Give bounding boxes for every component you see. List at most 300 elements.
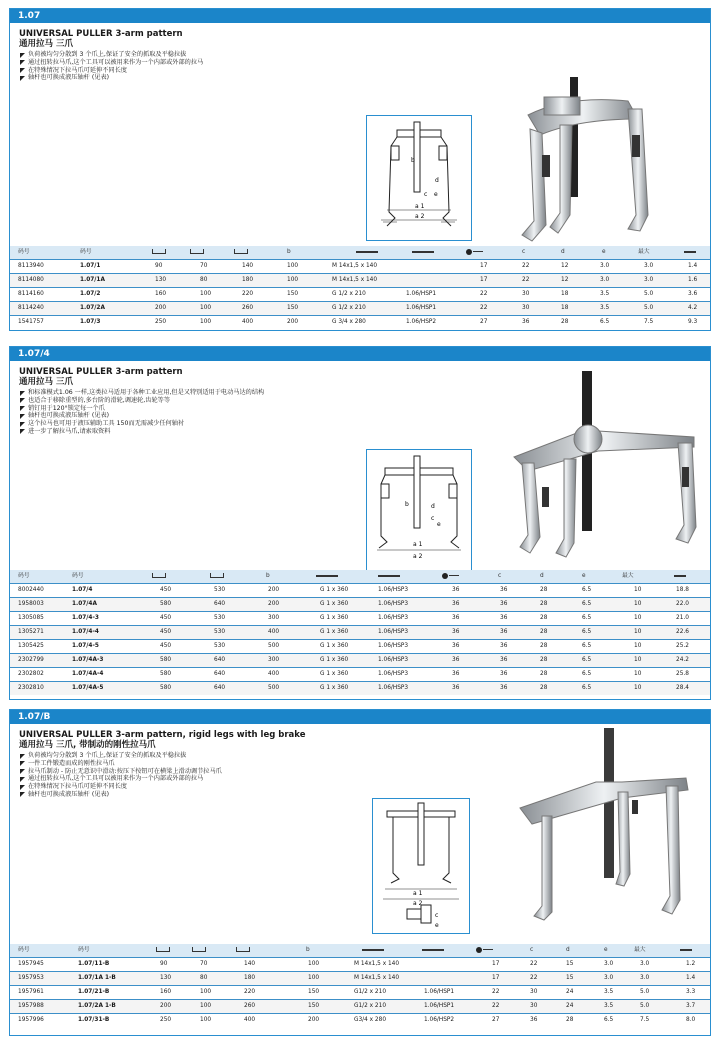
table-cell: 400 [242, 319, 254, 325]
table-cell: 6.5 [600, 319, 610, 325]
label-a2: a 2 [413, 900, 423, 907]
table-cell: 1.07/4-4 [72, 629, 99, 635]
weight-icon [684, 251, 696, 253]
table-cell: 160 [155, 291, 167, 297]
table-cell: 1.06/HSP3 [378, 685, 409, 691]
product-photo [488, 75, 700, 247]
table-cell: 1.4 [686, 975, 696, 981]
table-cell: 17 [480, 263, 488, 269]
table-row [10, 681, 710, 695]
table-cell: 530 [214, 643, 226, 649]
table-cell: 640 [214, 657, 226, 663]
label-a1: a 1 [413, 890, 423, 897]
table-cell: 5.0 [644, 291, 654, 297]
table-cell: 260 [244, 1003, 256, 1009]
dimension-diagram [372, 798, 470, 934]
header-e: e [604, 947, 608, 953]
table-cell: 1.07/4 [72, 587, 93, 593]
table-cell: 1.06/HSP1 [424, 989, 455, 995]
table-cell: 1.07/2A [80, 305, 105, 311]
hydraulic-spindle-icon [378, 575, 400, 577]
table-cell: 10 [634, 671, 642, 677]
header-a1 [192, 944, 206, 957]
table-cell: 36 [500, 601, 508, 607]
table-row [10, 259, 710, 273]
table-cell: 10 [634, 615, 642, 621]
header-weight [680, 944, 692, 957]
header-a1 [190, 246, 204, 259]
table-cell: 8114160 [18, 291, 44, 297]
table-cell: G 1 x 360 [320, 587, 349, 593]
knob-icon [476, 947, 482, 953]
header-d: d [561, 249, 565, 255]
table-cell: 100 [200, 305, 212, 311]
table-cell: 36 [452, 587, 460, 593]
feature-item: 拉马爪制动 - 防止无意识中滑动:按压下按钮可在横梁上滑动调节拉马爪 [19, 768, 222, 776]
table-cell: 30 [522, 291, 530, 297]
table-cell: G 1 x 360 [320, 643, 349, 649]
label-c: c [435, 912, 439, 919]
table-cell: 1957945 [18, 961, 44, 967]
label-b: b [411, 157, 415, 164]
dimension-a2-icon [236, 947, 250, 952]
table-cell: 3.0 [640, 961, 650, 967]
table-cell: 100 [200, 319, 212, 325]
header-hsp [422, 944, 444, 957]
table-cell: 1305085 [18, 615, 44, 621]
table-cell: 18.8 [676, 587, 689, 593]
table-cell: 100 [200, 291, 212, 297]
table-cell: 6.5 [582, 587, 592, 593]
table-cell: 200 [155, 305, 167, 311]
header-weight [674, 570, 686, 583]
header-max: 最大 [634, 947, 646, 953]
header-d: d [540, 573, 544, 579]
table-cell: 28 [540, 685, 548, 691]
feature-list [19, 51, 203, 82]
puller-diagram-svg [367, 450, 471, 572]
puller-photo-svg [488, 75, 700, 247]
table-body [10, 583, 710, 695]
table-cell: 1305271 [18, 629, 44, 635]
dimension-a-icon [152, 249, 166, 254]
table-cell: 36 [522, 319, 530, 325]
feature-item: 轴杆也可换成液压轴杆 (见表) [19, 74, 203, 82]
table-cell: 150 [287, 291, 299, 297]
table-cell: 1.06/HSP1 [406, 305, 437, 311]
table-cell: 36 [452, 629, 460, 635]
table-cell: 1.06/HSP3 [378, 657, 409, 663]
puller-photo-svg [516, 724, 710, 924]
title-cn: 通用拉马 三爪 [19, 39, 73, 49]
table-cell: 100 [200, 1003, 212, 1009]
table-cell: 640 [214, 601, 226, 607]
table-row [10, 999, 710, 1013]
feature-item: 销钉用于120°锁定每一个爪 [19, 405, 264, 413]
table-cell: 1.07/2A 1-B [78, 1003, 116, 1009]
table-cell: 1305425 [18, 643, 44, 649]
table-cell: 17 [492, 961, 500, 967]
table-cell: 25.2 [676, 643, 689, 649]
table-cell: 3.5 [604, 1003, 614, 1009]
table-cell: 1.07/1A 1-B [78, 975, 116, 981]
table-cell: G 1/2 x 210 [332, 305, 366, 311]
table-cell: 1.06/HSP1 [424, 1003, 455, 1009]
puller-photo-svg [508, 367, 704, 563]
header-code: 码号 [18, 573, 30, 579]
header-model: 码号 [80, 249, 92, 255]
table-cell: 500 [268, 643, 280, 649]
product-photo [516, 724, 710, 924]
table-cell: 90 [160, 961, 168, 967]
header-knob [442, 570, 459, 583]
feature-item: 一件工件锻造而成的刚性拉马爪 [19, 760, 222, 768]
header-model: 码号 [78, 947, 90, 953]
table-cell: 580 [160, 657, 172, 663]
table-cell: 17 [492, 975, 500, 981]
label-e: e [437, 521, 441, 528]
dimension-a2-icon [210, 573, 224, 578]
table-cell: 15 [566, 975, 574, 981]
table-cell: 30 [522, 305, 530, 311]
table-cell: 3.0 [600, 263, 610, 269]
label-d: d [431, 503, 435, 510]
dimension-a-icon [156, 947, 170, 952]
table-cell: 1541757 [18, 319, 44, 325]
table-cell: 28 [540, 587, 548, 593]
table-cell: 1.07/4A-5 [72, 685, 104, 691]
table-cell: 8.0 [686, 1017, 696, 1023]
table-cell: 580 [160, 601, 172, 607]
table-cell: 36 [452, 601, 460, 607]
table-cell: 6.5 [582, 615, 592, 621]
table-cell: 22.6 [676, 629, 689, 635]
label-a2: a 2 [413, 553, 423, 560]
header-weight [684, 246, 696, 259]
table-row [10, 611, 710, 625]
table-cell: 400 [268, 671, 280, 677]
hydraulic-spindle-icon [422, 949, 444, 951]
table-cell: 140 [242, 263, 254, 269]
product-heading [19, 367, 183, 387]
label-a1: a 1 [413, 541, 423, 548]
table-cell: 1.07/1 [80, 263, 101, 269]
table-cell: 6.5 [582, 657, 592, 663]
feature-item: 负荷被均匀分散到 3 个爪上,保证了安全的抓取及平稳拉拔 [19, 752, 222, 760]
label-a2: a 2 [415, 213, 425, 220]
table-cell: 100 [308, 975, 320, 981]
dimension-a2-icon [234, 249, 248, 254]
table-cell: 640 [214, 685, 226, 691]
table-cell: 450 [160, 587, 172, 593]
table-cell: 100 [287, 263, 299, 269]
label-e: e [434, 191, 438, 198]
feature-item: 轴杆也可换成液压轴杆 (见表) [19, 791, 222, 799]
table-cell: 200 [268, 587, 280, 593]
table-cell: G1/2 x 210 [354, 989, 387, 995]
table-cell: G 1/2 x 210 [332, 291, 366, 297]
header-code: 码号 [18, 249, 30, 255]
table-cell: 2302802 [18, 671, 44, 677]
table-cell: 200 [308, 1017, 320, 1023]
table-cell: 1957961 [18, 989, 44, 995]
table-cell: 1.07/4-5 [72, 643, 99, 649]
table-cell: 1.4 [688, 263, 698, 269]
table-cell: 450 [160, 643, 172, 649]
table-row [10, 971, 710, 985]
table-cell: 2302799 [18, 657, 44, 663]
header-knob [466, 246, 483, 259]
header-knob [476, 944, 493, 957]
table-cell: 25.8 [676, 671, 689, 677]
table-cell: 260 [242, 305, 254, 311]
table-cell: 1.2 [686, 961, 696, 967]
table-cell: 70 [200, 263, 208, 269]
feature-item: 也适合于移除重型的,多台阶的滑轮,调速轮,齿轮等等 [19, 397, 264, 405]
table-cell: 24 [566, 989, 574, 995]
table-cell: 6.5 [582, 671, 592, 677]
table-cell: 3.0 [600, 277, 610, 283]
table-cell: G 1 x 360 [320, 601, 349, 607]
table-cell: 10 [634, 601, 642, 607]
table-cell: 22 [492, 1003, 500, 1009]
table-cell: 28 [540, 643, 548, 649]
table-cell: G 1 x 360 [320, 629, 349, 635]
table-cell: 36 [500, 615, 508, 621]
table-cell: G3/4 x 280 [354, 1017, 387, 1023]
table-cell: 17 [480, 277, 488, 283]
table-cell: 36 [500, 671, 508, 677]
table-cell: 150 [308, 1003, 320, 1009]
header-e: e [602, 249, 606, 255]
table-cell: 1.6 [688, 277, 698, 283]
table-cell: 1.06/HSP1 [406, 291, 437, 297]
header-hsp [378, 570, 400, 583]
table-cell: 22 [530, 961, 538, 967]
table-cell: M 14x1,5 x 140 [354, 961, 400, 967]
table-header [10, 570, 710, 583]
header-code: 码号 [18, 947, 30, 953]
header-a2 [210, 570, 224, 583]
table-cell: 28 [540, 601, 548, 607]
table-cell: 400 [268, 629, 280, 635]
feature-item: 通过扭转拉马爪,这个工具可以被用来作为一个内部或外部的拉马 [19, 59, 203, 67]
header-b: b [266, 573, 270, 579]
table-cell: 10 [634, 587, 642, 593]
table-cell: 450 [160, 615, 172, 621]
table-cell: 8113940 [18, 263, 44, 269]
table-cell: 3.0 [644, 263, 654, 269]
table-cell: 3.0 [640, 975, 650, 981]
header-a [152, 246, 166, 259]
section-tag: 1.07/B [10, 710, 710, 724]
header-thread [356, 246, 378, 259]
table-cell: 1.06/HSP3 [378, 643, 409, 649]
table-cell: 150 [308, 989, 320, 995]
table-row [10, 315, 710, 329]
header-a1 [152, 570, 166, 583]
table-header [10, 246, 710, 259]
puller-diagram-svg [367, 116, 471, 240]
table-cell: 1.07/21-B [78, 989, 110, 995]
header-max: 最大 [622, 573, 634, 579]
title-cn: 通用拉马 三爪, 带制动的刚性拉马爪 [19, 740, 156, 750]
table-cell: 12 [561, 277, 569, 283]
title-cn: 通用拉马 三爪 [19, 377, 73, 387]
table-cell: M 14x1,5 x 140 [354, 975, 400, 981]
header-a2 [234, 246, 248, 259]
table-cell: 6.5 [604, 1017, 614, 1023]
table-cell: 36 [500, 643, 508, 649]
table-cell: 22 [530, 975, 538, 981]
title-en: UNIVERSAL PULLER 3-arm pattern [19, 29, 183, 39]
table-row [10, 957, 710, 971]
feature-item: 通过扭转拉马爪,这个工具可以被用来作为一个内部或外部的拉马 [19, 775, 222, 783]
table-cell: 7.5 [640, 1017, 650, 1023]
table-cell: 36 [452, 685, 460, 691]
table-cell: 1.06/HSP2 [406, 319, 437, 325]
table-cell: 1.07/31-B [78, 1017, 110, 1023]
table-cell: 220 [244, 989, 256, 995]
table-row [10, 653, 710, 667]
table-cell: 1.07/3 [80, 319, 101, 325]
table-cell: 140 [244, 961, 256, 967]
spec-table [10, 944, 710, 1027]
table-cell: 22.0 [676, 601, 689, 607]
spec-table [10, 570, 710, 695]
table-cell: 160 [160, 989, 172, 995]
table-cell: 22 [492, 989, 500, 995]
table-cell: 1.06/HSP3 [378, 601, 409, 607]
table-cell: M 14x1,5 x 140 [332, 263, 378, 269]
table-cell: 1.06/HSP3 [378, 615, 409, 621]
table-row [10, 301, 710, 315]
section-1-07-4 [9, 346, 711, 700]
table-row [10, 985, 710, 999]
table-row [10, 667, 710, 681]
knob-icon [442, 573, 448, 579]
table-cell: 250 [160, 1017, 172, 1023]
table-cell: 200 [160, 1003, 172, 1009]
table-cell: 9.3 [688, 319, 698, 325]
table-cell: 12 [561, 263, 569, 269]
table-cell: 3.0 [604, 961, 614, 967]
table-cell: 36 [452, 657, 460, 663]
table-cell: 1.06/HSP3 [378, 587, 409, 593]
table-cell: 28 [566, 1017, 574, 1023]
table-cell: 18 [561, 305, 569, 311]
table-cell: 10 [634, 629, 642, 635]
table-cell: 530 [214, 615, 226, 621]
table-cell: 24 [566, 1003, 574, 1009]
table-cell: 3.0 [604, 975, 614, 981]
table-header [10, 944, 710, 957]
dimension-a1-icon [152, 573, 166, 578]
feature-item: 和标准模式1.06 一样,这类拉马适用于各种工业应用,但是又特别适用于电动马达的结构 [19, 389, 264, 397]
table-body [10, 259, 710, 329]
label-a1: a 1 [415, 203, 425, 210]
header-d: d [566, 947, 570, 953]
table-cell: G 1 x 360 [320, 615, 349, 621]
spec-table [10, 246, 710, 329]
table-cell: 1.07/4A-3 [72, 657, 104, 663]
table-cell: 27 [480, 319, 488, 325]
weight-icon [680, 949, 692, 951]
table-cell: 1.07/4A-4 [72, 671, 104, 677]
table-cell: 5.0 [640, 1003, 650, 1009]
table-cell: G1/2 x 210 [354, 1003, 387, 1009]
dimension-diagram [366, 115, 472, 241]
product-heading [19, 29, 183, 49]
table-cell: 36 [500, 629, 508, 635]
header-thread [362, 944, 384, 957]
table-cell: 22 [480, 291, 488, 297]
table-cell: 6.5 [582, 601, 592, 607]
puller-diagram-svg [373, 799, 469, 933]
table-cell: 250 [155, 319, 167, 325]
table-cell: 580 [160, 671, 172, 677]
thread-icon [356, 251, 378, 253]
thread-icon [362, 949, 384, 951]
table-cell: 500 [268, 685, 280, 691]
dimension-a1-icon [190, 249, 204, 254]
table-row [10, 597, 710, 611]
feature-item: 负荷被均匀分散到 3 个爪上,保证了安全的抓取及平稳拉拔 [19, 51, 203, 59]
table-cell: 15 [566, 961, 574, 967]
table-cell: 150 [287, 305, 299, 311]
table-cell: 400 [244, 1017, 256, 1023]
table-cell: 30 [530, 989, 538, 995]
table-row [10, 1013, 710, 1027]
table-cell: 450 [160, 629, 172, 635]
table-row [10, 583, 710, 597]
table-cell: 180 [242, 277, 254, 283]
table-cell: 1.07/4-3 [72, 615, 99, 621]
label-c: c [424, 191, 428, 198]
header-max: 最大 [638, 249, 650, 255]
table-cell: 22 [522, 277, 530, 283]
thread-icon [316, 575, 338, 577]
table-cell: 4.2 [688, 305, 698, 311]
section-1-07 [9, 8, 711, 331]
header-thread [316, 570, 338, 583]
table-cell: 5.0 [644, 305, 654, 311]
table-cell: 3.5 [600, 305, 610, 311]
feature-list [19, 752, 222, 799]
weight-icon [674, 575, 686, 577]
table-cell: 100 [287, 277, 299, 283]
table-cell: 80 [200, 975, 208, 981]
table-cell: 5.0 [640, 989, 650, 995]
table-cell: 200 [287, 319, 299, 325]
table-cell: 70 [200, 961, 208, 967]
header-a2 [236, 944, 250, 957]
table-cell: 18 [561, 291, 569, 297]
table-cell: 1957996 [18, 1017, 44, 1023]
label-d: d [435, 177, 439, 184]
table-cell: 100 [200, 1017, 212, 1023]
table-body [10, 957, 710, 1027]
feature-item: 在特殊情况下拉马爪可延伸不同长度 [19, 783, 222, 791]
section-tag: 1.07 [10, 9, 710, 23]
title-en: UNIVERSAL PULLER 3-arm pattern, rigid legs with leg brake [19, 730, 306, 740]
hydraulic-spindle-icon [412, 251, 434, 253]
table-cell: 21.0 [676, 615, 689, 621]
table-cell: M 14x1,5 x 140 [332, 277, 378, 283]
table-cell: 1.07/2 [80, 291, 101, 297]
table-cell: 300 [268, 615, 280, 621]
table-cell: 22 [522, 263, 530, 269]
